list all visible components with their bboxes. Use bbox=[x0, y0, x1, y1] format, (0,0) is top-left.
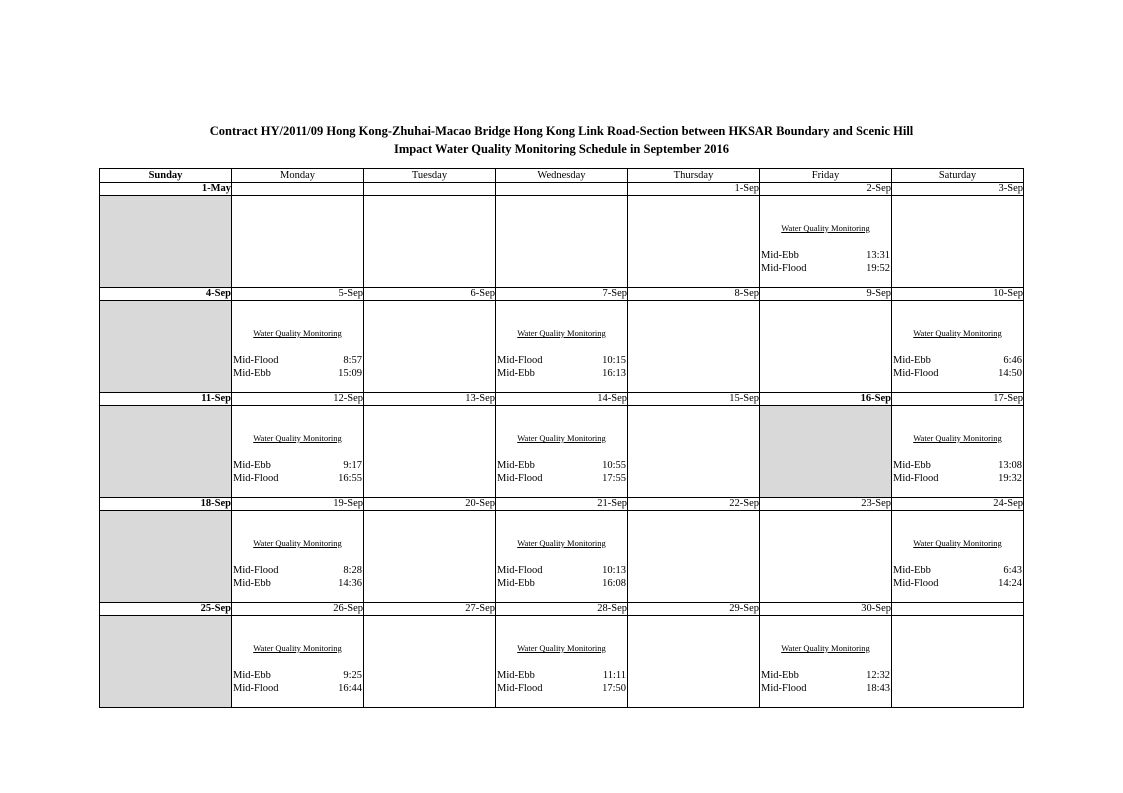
shaded-day-cell bbox=[100, 406, 232, 498]
tide-time: 16:55 bbox=[338, 473, 362, 484]
day-cell bbox=[364, 301, 496, 393]
date-cell: 13-Sep bbox=[364, 393, 496, 406]
tide-name: Mid-Ebb bbox=[233, 368, 271, 379]
monitoring-label: Water Quality Monitoring bbox=[253, 433, 342, 443]
date-cell: 1-May bbox=[100, 183, 232, 196]
tide-time: 15:09 bbox=[338, 368, 362, 379]
day-cell bbox=[628, 301, 760, 393]
weekday-friday: Friday bbox=[760, 169, 892, 183]
weekday-tuesday: Tuesday bbox=[364, 169, 496, 183]
tide-name: Mid-Flood bbox=[233, 565, 279, 576]
monitoring-calendar bbox=[99, 168, 1024, 708]
day-cell bbox=[364, 616, 496, 708]
day-cell bbox=[892, 616, 1024, 708]
monitoring-entry bbox=[760, 196, 891, 287]
day-cell bbox=[628, 196, 760, 288]
tide-name: Mid-Flood bbox=[233, 473, 279, 484]
day-cell bbox=[232, 301, 364, 393]
date-cell: 19-Sep bbox=[232, 498, 364, 511]
tide-name: Mid-Ebb bbox=[233, 460, 271, 471]
monitoring-entry bbox=[892, 511, 1023, 602]
monitoring-label: Water Quality Monitoring bbox=[913, 538, 1002, 548]
tide-time: 14:50 bbox=[998, 368, 1022, 379]
day-cell bbox=[232, 406, 364, 498]
date-cell: 26-Sep bbox=[232, 603, 364, 616]
day-cell bbox=[496, 406, 628, 498]
date-cell: 21-Sep bbox=[496, 498, 628, 511]
title-line-1: Contract HY/2011/09 Hong Kong-Zhuhai-Macao Bridge Hong Kong Link Road-Section between HKSAR Boundary and Scenic Hill bbox=[209, 124, 914, 138]
date-cell: 10-Sep bbox=[892, 288, 1024, 301]
monitoring-entry bbox=[892, 301, 1023, 392]
shaded-day-cell bbox=[100, 301, 232, 393]
date-row bbox=[100, 183, 1024, 196]
weekday-saturday: Saturday bbox=[892, 169, 1024, 183]
tide-name: Mid-Ebb bbox=[233, 670, 271, 681]
monitoring-entry bbox=[232, 301, 363, 392]
monitoring-label: Water Quality Monitoring bbox=[517, 328, 606, 338]
weekday-thursday: Thursday bbox=[628, 169, 760, 183]
tide-name: Mid-Flood bbox=[761, 263, 807, 274]
date-cell: 5-Sep bbox=[232, 288, 364, 301]
tide-name: Mid-Ebb bbox=[893, 355, 931, 366]
day-cell bbox=[496, 301, 628, 393]
schedule-row bbox=[100, 301, 1024, 393]
monitoring-label: Water Quality Monitoring bbox=[913, 328, 1002, 338]
date-cell: 14-Sep bbox=[496, 393, 628, 406]
weekday-sunday: Sunday bbox=[100, 169, 232, 183]
monitoring-entry bbox=[496, 301, 627, 392]
tide-time: 6:43 bbox=[1003, 565, 1022, 576]
day-cell bbox=[364, 406, 496, 498]
date-cell bbox=[496, 183, 628, 196]
tide-time: 14:24 bbox=[998, 578, 1022, 589]
tide-time: 14:36 bbox=[338, 578, 362, 589]
monitoring-label: Water Quality Monitoring bbox=[253, 538, 342, 548]
date-cell: 20-Sep bbox=[364, 498, 496, 511]
monitoring-label: Water Quality Monitoring bbox=[781, 223, 870, 233]
monitoring-entry bbox=[496, 406, 627, 497]
tide-time: 10:13 bbox=[602, 565, 626, 576]
shaded-day-cell bbox=[100, 196, 232, 288]
day-cell bbox=[628, 406, 760, 498]
day-cell bbox=[892, 511, 1024, 603]
monitoring-label: Water Quality Monitoring bbox=[517, 538, 606, 548]
date-cell bbox=[232, 183, 364, 196]
tide-time: 17:55 bbox=[602, 473, 626, 484]
date-cell: 7-Sep bbox=[496, 288, 628, 301]
date-cell: 27-Sep bbox=[364, 603, 496, 616]
tide-time: 9:25 bbox=[343, 670, 362, 681]
date-cell: 16-Sep bbox=[760, 393, 892, 406]
day-cell bbox=[232, 616, 364, 708]
date-cell: 15-Sep bbox=[628, 393, 760, 406]
day-cell bbox=[628, 511, 760, 603]
monitoring-label: Water Quality Monitoring bbox=[781, 643, 870, 653]
tide-name: Mid-Ebb bbox=[497, 368, 535, 379]
weekday-header-row bbox=[100, 169, 1024, 183]
tide-time: 12:32 bbox=[866, 670, 890, 681]
date-cell bbox=[364, 183, 496, 196]
tide-time: 17:50 bbox=[602, 683, 626, 694]
date-row bbox=[100, 393, 1024, 406]
weekday-wednesday: Wednesday bbox=[496, 169, 628, 183]
tide-name: Mid-Ebb bbox=[497, 670, 535, 681]
tide-name: Mid-Ebb bbox=[497, 460, 535, 471]
monitoring-label: Water Quality Monitoring bbox=[517, 433, 606, 443]
tide-name: Mid-Flood bbox=[233, 355, 279, 366]
date-row bbox=[100, 288, 1024, 301]
document-title bbox=[0, 122, 1123, 158]
date-cell: 12-Sep bbox=[232, 393, 364, 406]
shaded-day-cell bbox=[760, 406, 892, 498]
day-cell bbox=[892, 196, 1024, 288]
schedule-row bbox=[100, 511, 1024, 603]
tide-time: 19:32 bbox=[998, 473, 1022, 484]
date-cell: 17-Sep bbox=[892, 393, 1024, 406]
monitoring-entry bbox=[496, 511, 627, 602]
monitoring-label: Water Quality Monitoring bbox=[253, 328, 342, 338]
date-cell: 18-Sep bbox=[100, 498, 232, 511]
monitoring-label: Water Quality Monitoring bbox=[517, 643, 606, 653]
tide-time: 19:52 bbox=[866, 263, 890, 274]
day-cell bbox=[892, 301, 1024, 393]
date-cell: 4-Sep bbox=[100, 288, 232, 301]
day-cell bbox=[232, 511, 364, 603]
tide-name: Mid-Ebb bbox=[761, 250, 799, 261]
date-cell: 28-Sep bbox=[496, 603, 628, 616]
date-cell: 11-Sep bbox=[100, 393, 232, 406]
date-cell: 30-Sep bbox=[760, 603, 892, 616]
tide-time: 16:13 bbox=[602, 368, 626, 379]
schedule-row bbox=[100, 406, 1024, 498]
day-cell bbox=[760, 511, 892, 603]
title-line-2: Impact Water Quality Monitoring Schedule in September 2016 bbox=[393, 142, 730, 156]
tide-name: Mid-Flood bbox=[497, 473, 543, 484]
shaded-day-cell bbox=[100, 511, 232, 603]
tide-name: Mid-Ebb bbox=[893, 460, 931, 471]
tide-time: 18:43 bbox=[866, 683, 890, 694]
monitoring-label: Water Quality Monitoring bbox=[913, 433, 1002, 443]
day-cell bbox=[760, 301, 892, 393]
tide-time: 10:15 bbox=[602, 355, 626, 366]
tide-name: Mid-Flood bbox=[893, 473, 939, 484]
monitoring-entry bbox=[496, 616, 627, 707]
schedule-row bbox=[100, 616, 1024, 708]
tide-time: 6:46 bbox=[1003, 355, 1022, 366]
date-cell: 3-Sep bbox=[892, 183, 1024, 196]
date-cell: 8-Sep bbox=[628, 288, 760, 301]
date-cell: 22-Sep bbox=[628, 498, 760, 511]
tide-name: Mid-Flood bbox=[893, 578, 939, 589]
tide-name: Mid-Flood bbox=[497, 355, 543, 366]
tide-time: 16:44 bbox=[338, 683, 362, 694]
tide-name: Mid-Ebb bbox=[497, 578, 535, 589]
tide-name: Mid-Flood bbox=[497, 565, 543, 576]
date-cell: 6-Sep bbox=[364, 288, 496, 301]
day-cell bbox=[364, 511, 496, 603]
day-cell bbox=[232, 196, 364, 288]
tide-time: 16:08 bbox=[602, 578, 626, 589]
tide-name: Mid-Flood bbox=[497, 683, 543, 694]
monitoring-entry bbox=[232, 511, 363, 602]
date-cell bbox=[892, 603, 1024, 616]
day-cell bbox=[892, 406, 1024, 498]
tide-name: Mid-Ebb bbox=[893, 565, 931, 576]
tide-name: Mid-Ebb bbox=[761, 670, 799, 681]
tide-time: 11:11 bbox=[602, 670, 626, 681]
date-cell: 25-Sep bbox=[100, 603, 232, 616]
monitoring-entry bbox=[232, 406, 363, 497]
day-cell bbox=[364, 196, 496, 288]
day-cell bbox=[496, 196, 628, 288]
tide-time: 9:17 bbox=[343, 460, 362, 471]
monitoring-entry bbox=[760, 616, 891, 707]
monitoring-entry bbox=[892, 406, 1023, 497]
monitoring-label: Water Quality Monitoring bbox=[253, 643, 342, 653]
day-cell bbox=[628, 616, 760, 708]
tide-time: 8:28 bbox=[343, 565, 362, 576]
date-cell: 2-Sep bbox=[760, 183, 892, 196]
date-row bbox=[100, 603, 1024, 616]
tide-time: 13:08 bbox=[998, 460, 1022, 471]
tide-time: 10:55 bbox=[602, 460, 626, 471]
tide-time: 8:57 bbox=[343, 355, 362, 366]
date-cell: 24-Sep bbox=[892, 498, 1024, 511]
date-cell: 9-Sep bbox=[760, 288, 892, 301]
day-cell bbox=[496, 511, 628, 603]
tide-name: Mid-Flood bbox=[233, 683, 279, 694]
tide-name: Mid-Flood bbox=[761, 683, 807, 694]
tide-name: Mid-Ebb bbox=[233, 578, 271, 589]
schedule-row bbox=[100, 196, 1024, 288]
weekday-monday: Monday bbox=[232, 169, 364, 183]
day-cell bbox=[496, 616, 628, 708]
date-cell: 29-Sep bbox=[628, 603, 760, 616]
tide-name: Mid-Flood bbox=[893, 368, 939, 379]
day-cell bbox=[760, 196, 892, 288]
day-cell bbox=[760, 616, 892, 708]
shaded-day-cell bbox=[100, 616, 232, 708]
monitoring-entry bbox=[232, 616, 363, 707]
date-cell: 23-Sep bbox=[760, 498, 892, 511]
tide-time: 13:31 bbox=[866, 250, 890, 261]
date-cell: 1-Sep bbox=[628, 183, 760, 196]
date-row bbox=[100, 498, 1024, 511]
